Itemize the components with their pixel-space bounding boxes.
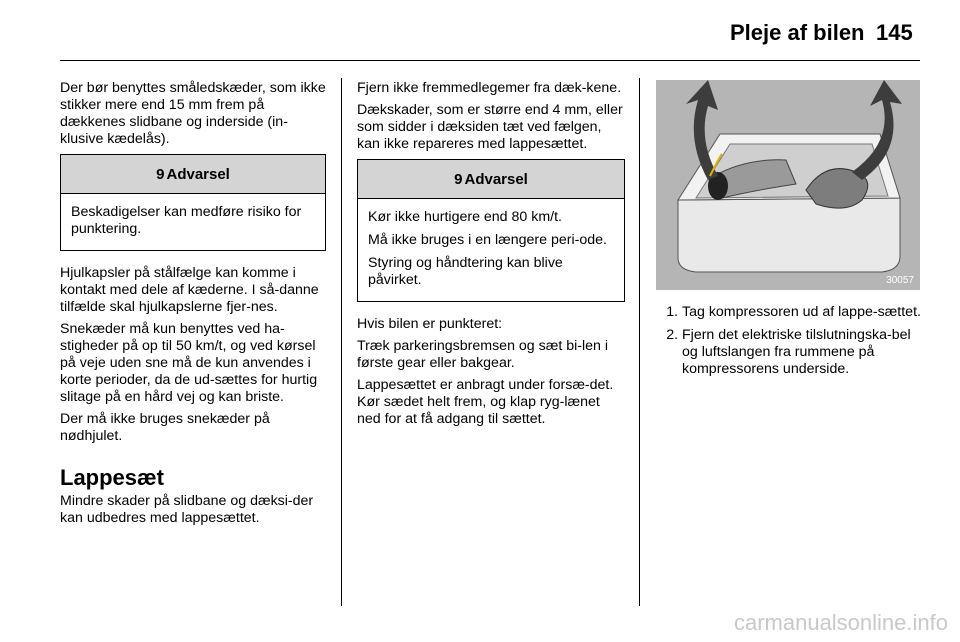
paragraph: Hjulkapsler på stålfælge kan komme i kontakt med dele af kæderne. I så-danne tilfælde skal hjulkapslerne fjer-nes. — [60, 265, 319, 315]
warning-header — [61, 155, 325, 194]
header-divider — [60, 60, 920, 61]
column-2 — [357, 80, 625, 433]
warning-text: Beskadigelser kan medføre risiko for punktering. — [71, 204, 302, 237]
warning-box — [60, 154, 326, 251]
paragraph: Mindre skader på slidbane og dæksi-der kan udbedres med lappesættet. — [60, 493, 314, 526]
paragraph: Lappesættet er anbragt under forsæ-det. Kør sædet helt frem, og klap ryg-lænet ned for at få adgang til sættet. — [357, 377, 614, 427]
page-number: 145 — [876, 20, 913, 45]
figure-number: 30057 — [886, 275, 914, 286]
column-3 — [656, 304, 926, 384]
list-item: 2. Fjern det elektriske tilslutningska-bel og luftslangen fra rummene på kompressorens underside. — [682, 327, 926, 378]
paragraph: Hvis bilen er punkteret: — [357, 316, 503, 332]
repair-kit-illustration — [656, 80, 920, 290]
warning-icon: 9 — [156, 165, 165, 183]
intro-paragraph: Der bør benyttes småledskæder, som ikke stikker mere end 15 mm frem på dækkenes slidbane og inderside (in-klusive kædelås). — [60, 80, 326, 147]
section-heading: Lappesæt — [60, 465, 164, 490]
warning-body — [61, 194, 325, 250]
paragraph: Træk parkeringsbremsen og sæt bi-len i første gear eller bakgear. — [357, 338, 609, 371]
repair-kit-drawing — [656, 80, 920, 290]
warning-line: Må ikke bruges i en længere peri-ode. — [368, 232, 607, 248]
warning-header — [358, 160, 624, 199]
warning-title: Advarsel — [166, 165, 230, 183]
list-item: 1. Tag kompressoren ud af lappe-sættet. — [682, 304, 926, 321]
column-1 — [60, 80, 326, 532]
page-title: Pleje af bilen — [730, 20, 865, 45]
warning-box — [357, 159, 625, 302]
paragraph: Der må ikke bruges snekæder på nødhjulet. — [60, 411, 270, 444]
warning-line: Kør ikke hurtigere end 80 km/t. — [368, 209, 562, 225]
steps-list — [656, 304, 926, 378]
column-divider-1 — [341, 78, 342, 606]
paragraph: Fjern ikke fremmedlegemer fra dæk-kene. — [357, 80, 622, 96]
paragraph: Dækskader, som er større end 4 mm, eller som sidder i dæksiden tæt ved fælgen, kan ikke repareres med lappesættet. — [357, 102, 623, 152]
column-divider-2 — [639, 78, 640, 606]
paragraph: Snekæder må kun benyttes ved ha-stigheder på op til 50 km/t, og ved kørsel på veje uden sne må de kun anvendes i korte perioder, da de ud-sættes for hurtig slitage på en hård vej og kan briste. — [60, 321, 318, 405]
warning-body — [358, 199, 624, 301]
warning-line: Styring og håndtering kan blive påvirket. — [368, 255, 563, 288]
watermark: carmanualsonline.info — [733, 610, 948, 635]
warning-icon: 9 — [454, 170, 463, 188]
warning-title: Advarsel — [464, 170, 528, 188]
